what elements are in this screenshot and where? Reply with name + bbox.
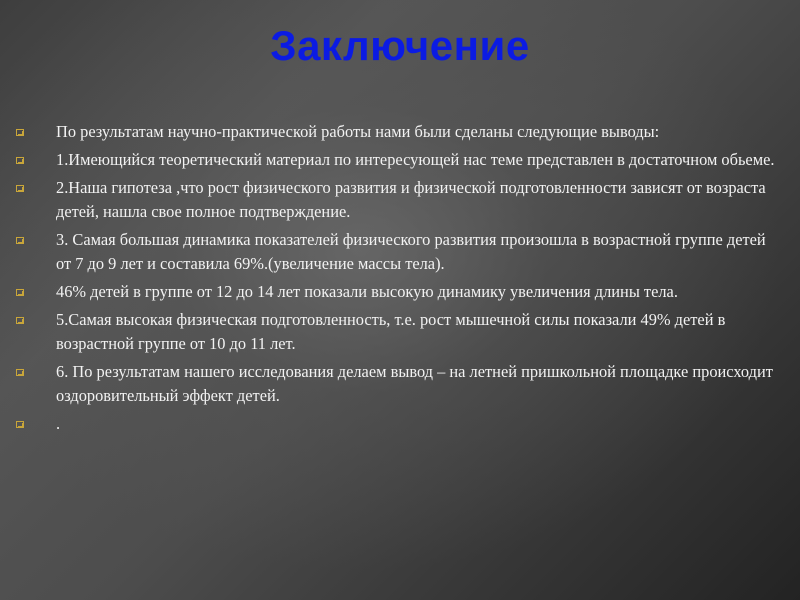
square-bullet-icon (16, 157, 24, 164)
square-bullet-icon (16, 129, 24, 136)
bullet-text: 5.Самая высокая физическая подготовленность, т.е. рост мышечной силы показали 49% детей в возрастной группе от 10 до 11 лет. (56, 310, 726, 353)
bullet-text: 2.Наша гипотеза ,что рост физического развития и физической подготовленности зависят от возраста детей, нашла свое полное подтверждение. (56, 178, 766, 221)
slide-title: Заключение (270, 22, 530, 69)
square-bullet-icon (16, 317, 24, 324)
bullet-text: 6. По результатам нашего исследования делаем вывод – на летней пришкольной площадке происходит оздоровительный эффект детей. (56, 362, 773, 405)
bullet-item (14, 228, 784, 276)
bullet-text: 46% детей в группе от 12 до 14 лет показали высокую динамику увеличения длины тела. (56, 282, 678, 301)
bullet-text: По результатам научно-практической работы нами были сделаны следующие выводы: (56, 122, 660, 141)
bullet-item (14, 308, 784, 356)
bullet-text: 3. Самая большая динамика показателей физического развития произошла в возрастной группе детей от 7 до 9 лет и составила 69%.(увеличение массы тела). (56, 230, 766, 273)
square-bullet-icon (16, 289, 24, 296)
bullet-text: 1.Имеющийся теоретический материал по интересующей нас теме представлен в достаточном обьеме. (56, 150, 775, 169)
bullet-item (14, 412, 784, 436)
bullet-item (14, 148, 784, 172)
bullet-item (14, 176, 784, 224)
bullet-item (14, 120, 784, 144)
square-bullet-icon (16, 185, 24, 192)
square-bullet-icon (16, 421, 24, 428)
square-bullet-icon (16, 237, 24, 244)
bullet-item (14, 280, 784, 304)
bullet-list (14, 120, 784, 440)
square-bullet-icon (16, 369, 24, 376)
bullet-item (14, 360, 784, 408)
bullet-text: . (56, 414, 61, 433)
